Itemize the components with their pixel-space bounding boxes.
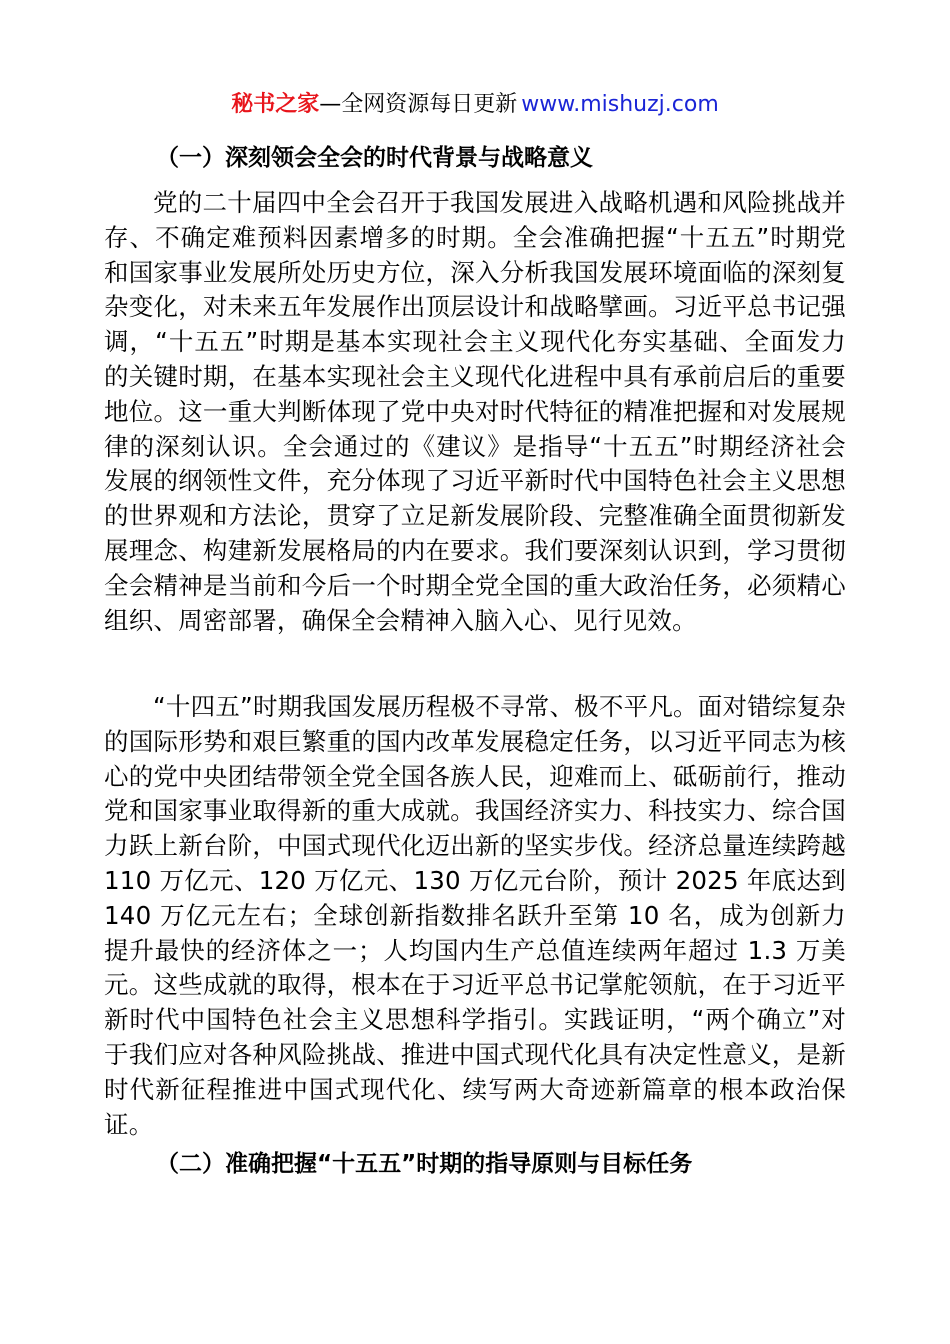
brand-name: 秘书之家 bbox=[231, 92, 320, 117]
website-link[interactable]: www.mishuzj.com bbox=[521, 92, 719, 117]
body-paragraph: “十四五”时期我国发展历程极不寻常、极不平凡。面对错综复杂的国际形势和艰巨繁重的国内改革发展稳定任务，以习近平同志为核心的党中央团结带领全党全国各族人民，迎难而上、砥砺前行，推动党和国家事业取得新的重大成就。我国经济实力、科技实力、综合国力跃上新台阶，中国式现代化迈出新的坚实步伐。经济总量连续跨越 110 万亿元、120 万亿元、130 万亿元台阶，预计 2025 年底达到 140 万亿元左右；全球创新指数排名跃升至第 10 名，成为创新力提升最快的经济体之一；人均国内生产总值连续两年超过 1.3 万美元。这些成就的取得，根本在于习近平总书记掌舵领航，在于习近平新时代中国特色社会主义思想科学指引。实践证明，“两个确立”对于我们应对各种风险挑战、推进中国式现代化具有决定性意义，是新时代新征程推进中国式现代化、续写两大奇迹新篇章的根本政治保证。 bbox=[104, 692, 846, 1139]
section-heading: （一）深刻领会全会的时代背景与战略意义 bbox=[156, 145, 593, 171]
section-heading: （二）准确把握“十五五”时期的指导原则与目标任务 bbox=[156, 1151, 693, 1177]
header-slogan: —全网资源每日更新 bbox=[319, 92, 518, 117]
page-header bbox=[0, 88, 950, 122]
body-paragraph: 党的二十届四中全会召开于我国发展进入战略机遇和风险挑战并存、不确定难预料因素增多的时期。全会准确把握“十五五”时期党和国家事业发展所处历史方位，深入分析我国发展环境面临的深刻复杂变化，对未来五年发展作出顶层设计和战略擘画。习近平总书记强调，“十五五”时期是基本实现社会主义现代化夯实基础、全面发力的关键时期，在基本实现社会主义现代化进程中具有承前启后的重要地位。这一重大判断体现了党中央对时代特征的精准把握和对发展规律的深刻认识。全会通过的《建议》是指导“十五五”时期经济社会发展的纲领性文件，充分体现了习近平新时代中国特色社会主义思想的世界观和方法论，贯穿了立足新发展阶段、完整准确全面贯彻新发展理念、构建新发展格局的内在要求。我们要深刻认识到，学习贯彻全会精神是当前和今后一个时期全党全国的重大政治任务，必须精心组织、周密部署，确保全会精神入脑入心、见行见效。 bbox=[104, 188, 846, 635]
